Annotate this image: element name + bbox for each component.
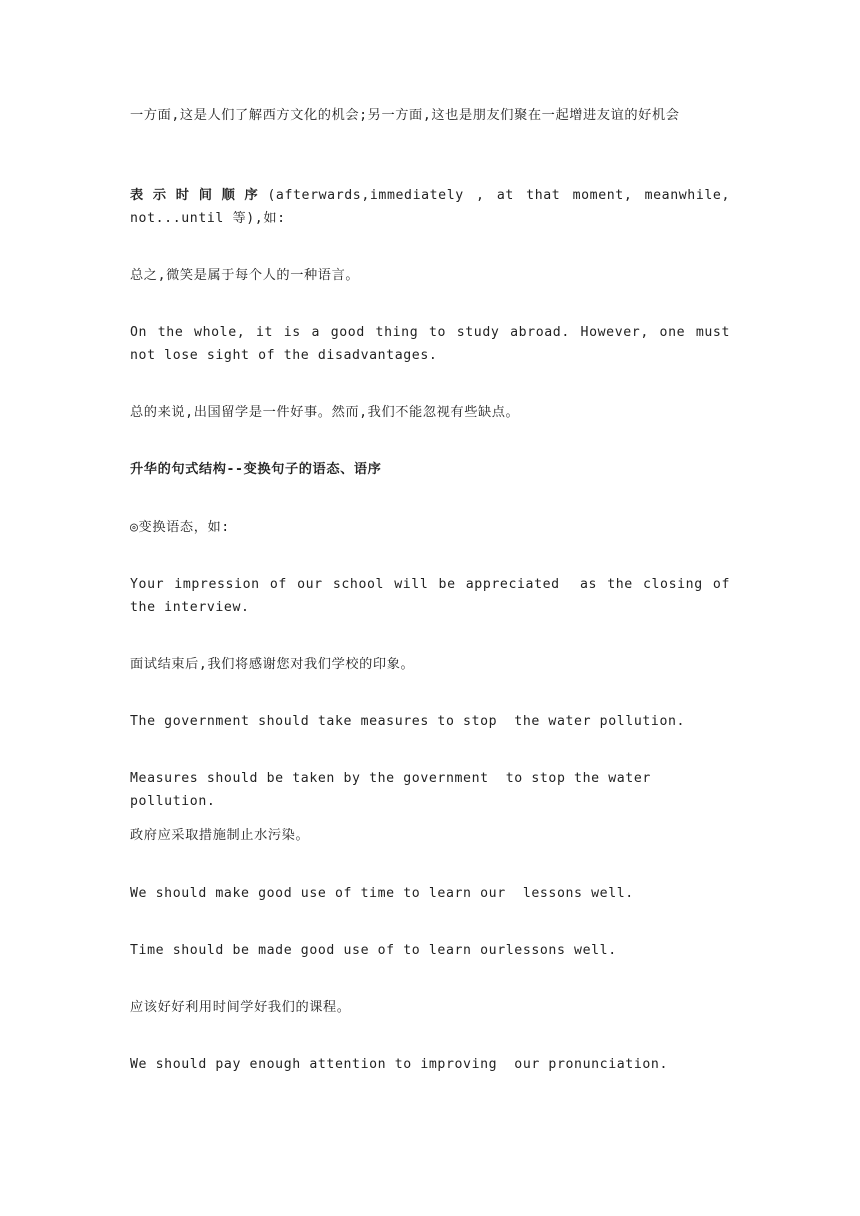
paragraph-government-active: The government should take measures to stop the water pollution. [130, 714, 686, 729]
paragraph-government-cn: 政府应采取措施制止水污染。 [130, 828, 310, 843]
paragraph-pronunciation: We should pay enough attention to improving our pronunciation. [130, 1057, 668, 1072]
paragraph-impression-en: Your impression of our school will be appreciated as the closing of the interview. [130, 577, 739, 615]
paragraph-time-passive: Time should be made good use of to learn ourlessons well. [130, 943, 617, 958]
paragraph-impression-cn: 面试结束后,我们将感谢您对我们学校的印象。 [130, 657, 415, 672]
paragraph-time-active: We should make good use of time to learn our lessons well. [130, 886, 634, 901]
section-heading: 升华的句式结构--变换句子的语态、语序 [130, 462, 382, 477]
paragraph-study-abroad-cn: 总的来说,出国留学是一件好事。然而,我们不能忽视有些缺点。 [130, 405, 520, 420]
paragraph-government-passive: Measures should be taken by the government to stop the water pollution. [130, 771, 660, 809]
time-order-words: (afterwards,immediately , at that moment, meanwhile, not...until 等),如: [130, 188, 739, 226]
time-order-heading: 表示时间顺序 [130, 188, 268, 203]
paragraph-time-cn: 应该好好利用时间学好我们的课程。 [130, 1000, 351, 1015]
paragraph-study-abroad-en: On the whole, it is a good thing to study abroad. However, one must not lose sight of the disadvantages. [130, 325, 739, 363]
paragraph-time-order [130, 184, 739, 230]
paragraph-opportunity: 一方面,这是人们了解西方文化的机会;另一方面,这也是朋友们聚在一起增进友谊的好机会 [130, 108, 680, 123]
paragraph-smile: 总之,微笑是属于每个人的一种语言。 [130, 268, 360, 283]
paragraph-voice-change: ◎变换语态，如: [130, 520, 230, 535]
